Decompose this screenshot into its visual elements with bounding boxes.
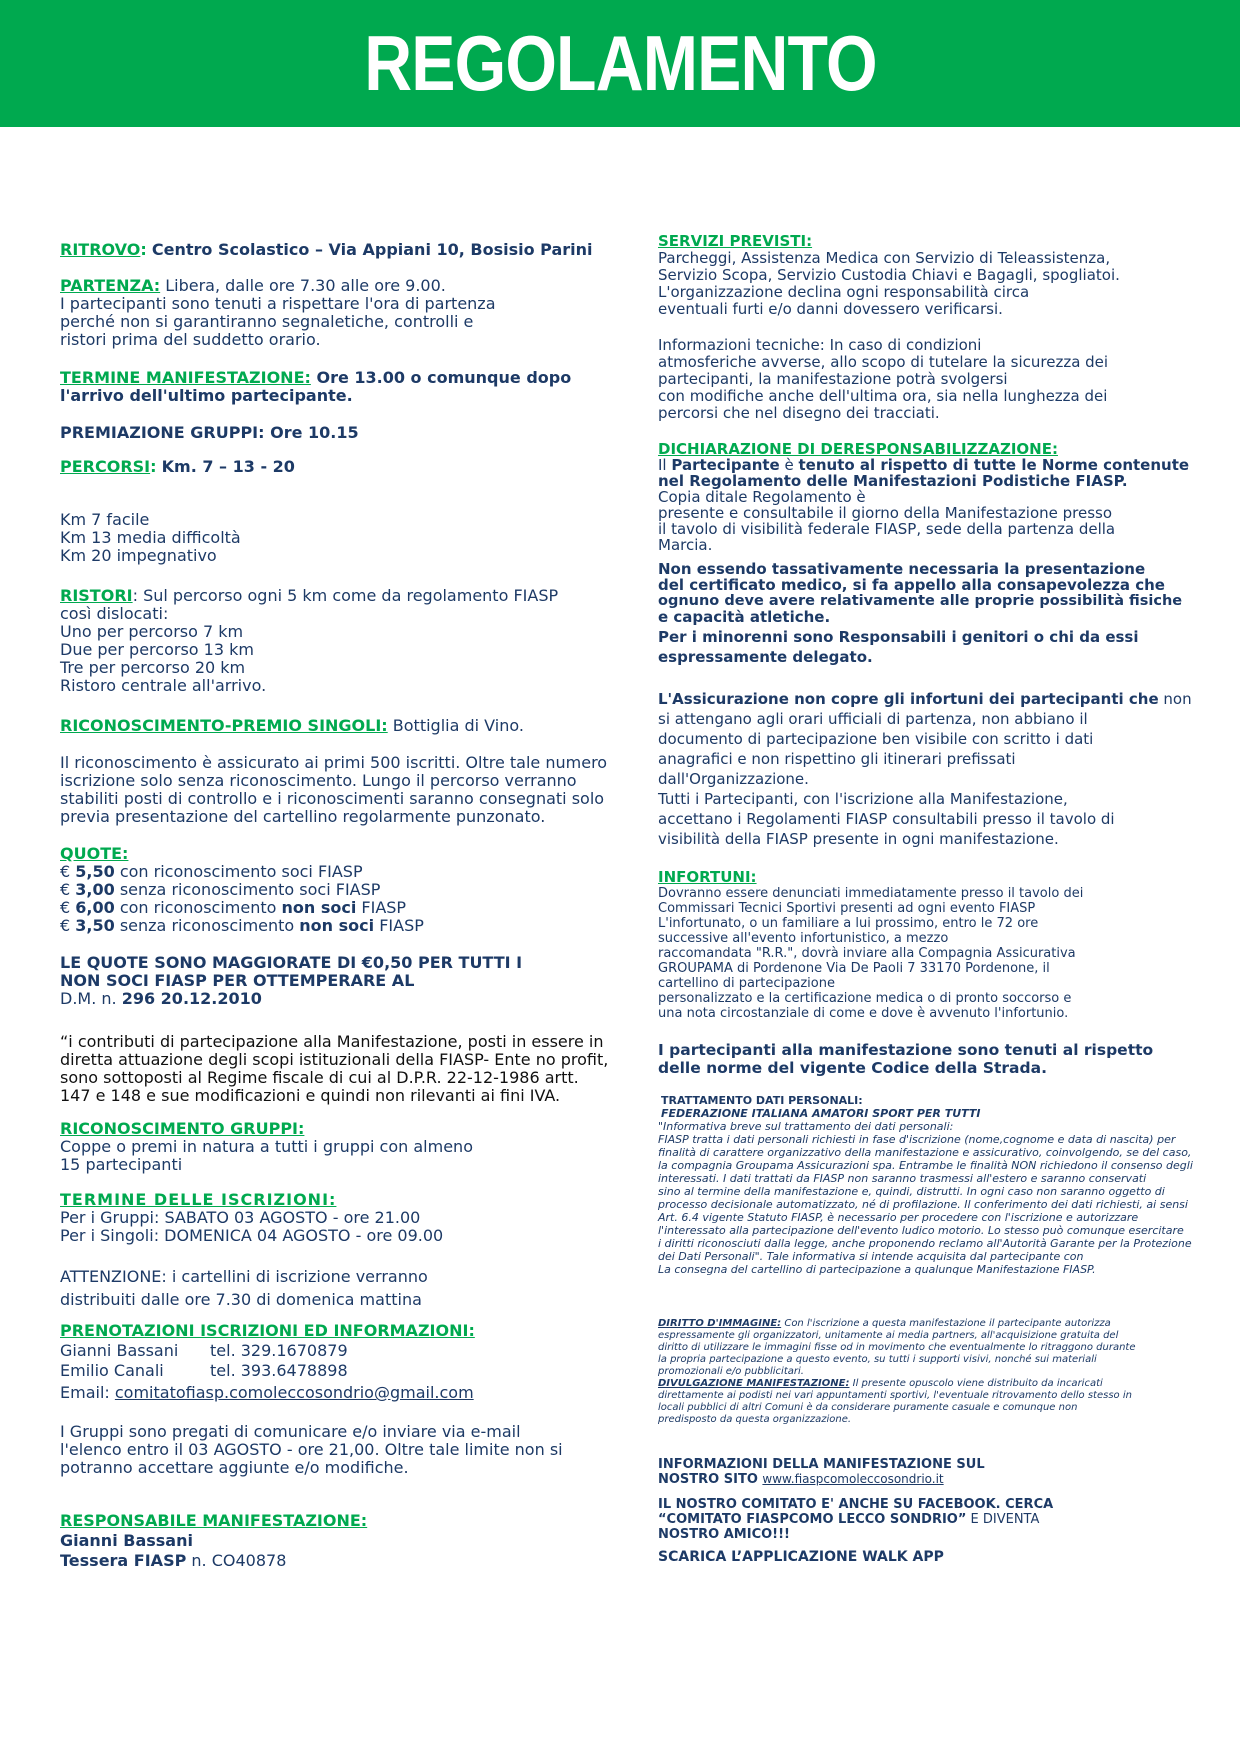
contact-row: Gianni Bassani tel. 329.1670879 xyxy=(60,1341,348,1360)
codice-strada: I partecipanti alla manifestazione sono tenuti al rispetto delle norme del vigente Codice della Strada. xyxy=(658,1041,1154,1077)
premio-singoli: RICONOSCIMENTO-PREMIO SINGOLI: Bottiglia di Vino. xyxy=(60,716,524,735)
page-title: REGOLAMENTO xyxy=(363,19,877,107)
walk-app: SCARICA L’APPLICAZIONE WALK APP xyxy=(658,1549,944,1565)
quota-row: € 3,00 senza riconoscimento soci FIASP xyxy=(60,880,381,899)
servizi: SERVIZI PREVISTI: Parcheggi, Assistenza Medica con Servizio di Teleassistenza, Servizio Scopa, Servizio Custodia Chiavi e Bagagli, spogliatoi. L'organizzazione declina ogni responsabilità circa eventuali furti e/o danni dovessero verificarsi. xyxy=(658,232,1120,318)
termine-iscrizioni: TERMINE DELLE ISCRIZIONI: Per i Gruppi: SABATO 03 AGOSTO - ore 21.00 Per i Singoli: DOMENICA 04 AGOSTO - ore 09.00 xyxy=(60,1190,444,1245)
quota-row: € 3,50 senza riconoscimento non soci FIASP xyxy=(60,916,424,935)
site-link[interactable]: www.fiaspcomoleccosondrio.it xyxy=(762,1472,944,1486)
quote-maggiorate: LE QUOTE SONO MAGGIORATE DI €0,50 PER TUTTI I NON SOCI FIASP PER OTTEMPERARE AL D.M. n. 296 20.12.2010 xyxy=(60,953,523,1008)
title-banner xyxy=(0,0,1240,127)
info-tecniche: Informazioni tecniche: In caso di condizioni atmosferiche avverse, allo scopo di tutelare la sicurezza dei partecipanti, la manifestazione potrà svolgersi con modifiche anche dell'ultima ora, sia nella lunghezza dei percorsi che nel disegno dei tracciati. xyxy=(658,336,1109,422)
attenzione: ATTENZIONE: i cartellini di iscrizione verranno distribuiti dalle ore 7.30 di domenica mattina xyxy=(60,1267,428,1309)
gruppi-note: I Gruppi sono pregati di comunicare e/o inviare via e-mail l'elenco entro il 03 AGOSTO - ore 21,00. Oltre tale limite non si potranno accettare aggiunte e/o modifiche. xyxy=(60,1422,563,1477)
contributi-note: “i contributi di partecipazione alla Manifestazione, posti in essere in diretta attuazione degli scopi istituzionali della FIASP- Ente no profit, sono sottoposti al Regime fiscale di cui al D.P.R. 22-12-1986 artt. 147 e 148 e sue modificazioni e quindi non rilevanti ai fini IVA. xyxy=(60,1032,609,1105)
riconoscimento-text: Il riconoscimento è assicurato ai primi 500 iscritti. Oltre tale numero iscrizione solo senza riconoscimento. Lungo il percorso verranno stabiliti posti di controllo e i riconoscimenti saranno consegnati solo previa presentazione del cartellino regolarmente punzonato. xyxy=(60,753,608,826)
premiazione-gruppi: PREMIAZIONE GRUPPI: Ore 10.15 xyxy=(60,423,359,442)
ritrovo: RITROVO: Centro Scolastico – Via Appiani 10, Bosisio Parini xyxy=(60,240,593,259)
termine-manifestazione: TERMINE MANIFESTAZIONE: Ore 13.00 o comunque dopo l'arrivo dell'ultimo partecipante. xyxy=(60,368,572,405)
responsabile: RESPONSABILE MANIFESTAZIONE: Gianni Bassani Tessera FIASP n. CO40878 xyxy=(60,1511,368,1570)
assicurazione: L'Assicurazione non copre gli infortuni dei partecipanti che non si attengano agli orari ufficiali di partenza, non abbiano il documento di partecipazione ben visibile con scritto i dati anagrafici e non rispettino gli itinerari prefissati dall'Organizzazione. Tutti i Partecipanti, con l'iscrizione alla Manifestazione, accettano i Regolamenti FIASP consultabili presso il tavolo di visibilità della FIASP presente in ogni manifestazione. xyxy=(658,690,1192,848)
sito-info: INFORMAZIONI DELLA MANIFESTAZIONE SUL NOSTRO SITO www.fiaspcomoleccosondrio.it xyxy=(658,1457,985,1487)
prenotazioni: PRENOTAZIONI ISCRIZIONI ED INFORMAZIONI: Gianni Bassani tel. 329.1670879 Emilio Canali tel. 393.6478898 Email: comitatofiasp.comoleccosondrio@gmail.com xyxy=(60,1321,620,1403)
certificato-medico: Non essendo tassativamente necessaria la presentazione del certificato medico, si fa appello alla consapevolezza che ognuno deve avere relativamente alle proprie possibilità fisiche e capacità atletiche. xyxy=(658,560,1183,626)
quote: QUOTE: € 5,50 con riconoscimento soci FIASP € 3,00 senza riconoscimento soci FIASP € 6,00 con riconoscimento non soci FIASP € 3,50 senza riconoscimento non soci FIASP xyxy=(60,845,620,935)
quota-row: € 5,50 con riconoscimento soci FIASP xyxy=(60,862,363,881)
partenza: PARTENZA: Libera, dalle ore 7.30 alle ore 9.00. I partecipanti sono tenuti a rispettare l'ora di partenza perché non si garantiranno segnaletiche, controlli e ristori prima del suddetto orario. xyxy=(60,276,496,349)
facebook-info: IL NOSTRO COMITATO E' ANCHE SU FACEBOOK. CERCA “COMITATO FIASPCOMO LECCO SONDRIO” E DIVENTA NOSTRO AMICO!!! xyxy=(658,1497,1054,1542)
infortuni: INFORTUNI: Dovranno essere denunciati immediatamente presso il tavolo dei Commissari Tecnici Sportivi presenti ad ogni evento FIASP L'infortunato, o un familiare a lui prossimo, entro le 72 ore successive all'evento infortunistico, a mezzo raccomandata "R.R.", dovrà inviare alla Compagnia Assicurativa GROUPAMA di Pordenone Via De Paoli 7 33170 Pordenone, il cartellino di partecipazione personalizzato e la certificazione medica o di pronto soccorso e una nota circostanziale di come e dove è avvenuto l'infortunio. xyxy=(658,868,1084,1021)
minorenni: Per i minorenni sono Responsabili i genitori o chi da essi espressamente delegato. xyxy=(658,628,1139,666)
dichiarazione: DICHIARAZIONE DI DERESPONSABILIZZAZIONE: Il Partecipante è tenuto al rispetto di tutte le Norme contenute nel Regolamento delle Manifestazioni Podistiche FIASP. Copia ditale Regolamento è presente e consultabile il giorno della Manifestazione presso il tavolo di visibilità federale FIASP, sede della partenza della Marcia. xyxy=(658,440,1190,554)
riconoscimento-gruppi: RICONOSCIMENTO GRUPPI: Coppe o premi in natura a tutti i gruppi con almeno 15 partecipanti xyxy=(60,1119,473,1174)
percorsi: PERCORSI: Km. 7 – 13 - 20 xyxy=(60,457,295,476)
diritto-immagine: DIRITTO D'IMMAGINE: Con l'iscrizione a questa manifestazione il partecipante autorizza espressamente gli organizzatori, unitamente ai media partners, all'acquisizione gratuita del diritto di utilizzare le immagini fisse od in movimento che eventualmente lo ritraggono durante la propria partecipazione a questo evento, su tutti i supporti visivi, nonché sui materiali promozionali e/o pubblicitari. DIVULGAZIONE MANIFESTAZIONE: Il presente opuscolo viene distribuito da incaricati direttamente ai podisti nei vari appuntamenti sportivi, l'eventuale ritrovamento dello stesso in locali pubblici di altri Comuni è da considerare puramente casuale e comunque non predisposto da questa organizzazione. xyxy=(658,1318,1136,1425)
ristori: RISTORI: Sul percorso ogni 5 km come da regolamento FIASP così dislocati: Uno per percorso 7 km Due per percorso 13 km Tre per percorso 20 km Ristoro centrale all'arrivo. xyxy=(60,586,559,695)
quota-row: € 6,00 con riconoscimento non soci FIASP xyxy=(60,898,407,917)
trattamento-dati: TRATTAMENTO DATI PERSONALI: FEDERAZIONE ITALIANA AMATORI SPORT PER TUTTI "Informativa breve sul trattamento dei dati personali: FIASP tratta i dati personali richiesti in fase d'iscrizione (nome,cognome e data di nascita) per finalità di carattere organizzativo della manifestazione e assicurativo, coinvolgendo, se del caso, la compagnia Groupama Assicurazioni spa. Entrambe le finalità NON richiedono il consenso degli interessati. I dati trattati da FIASP non saranno trasmessi all'estero e saranno conservati sino al termine della manifestazione e, quindi, distrutti. In ogni caso non saranno oggetto di processo decisionale automatizzato, né di profilazione. Il conferimento dei dati richiesti, ai sensi Art. 6.4 vigente Statuto FIASP, è necessario per procedere con l'iscrizione e autorizzare l'interessato alla partecipazione dell'evento ludico motorio. Lo stesso può comunque esercitare i diritti riconosciuti dalla legge, anche proponendo reclamo all'Autorità Garante per la Protezione dei Dati Personali". Tale informativa si intende acquisita dal partecipante con La consegna del cartellino di partecipazione a qualunque Manifestazione FIASP. xyxy=(658,1094,1193,1276)
km-list: Km 7 facile Km 13 media difficoltà Km 20 impegnativo xyxy=(60,510,241,565)
contact-row: Emilio Canali tel. 393.6478898 xyxy=(60,1361,348,1380)
email-link[interactable]: comitatofiasp.comoleccosondrio@gmail.com xyxy=(114,1383,474,1402)
